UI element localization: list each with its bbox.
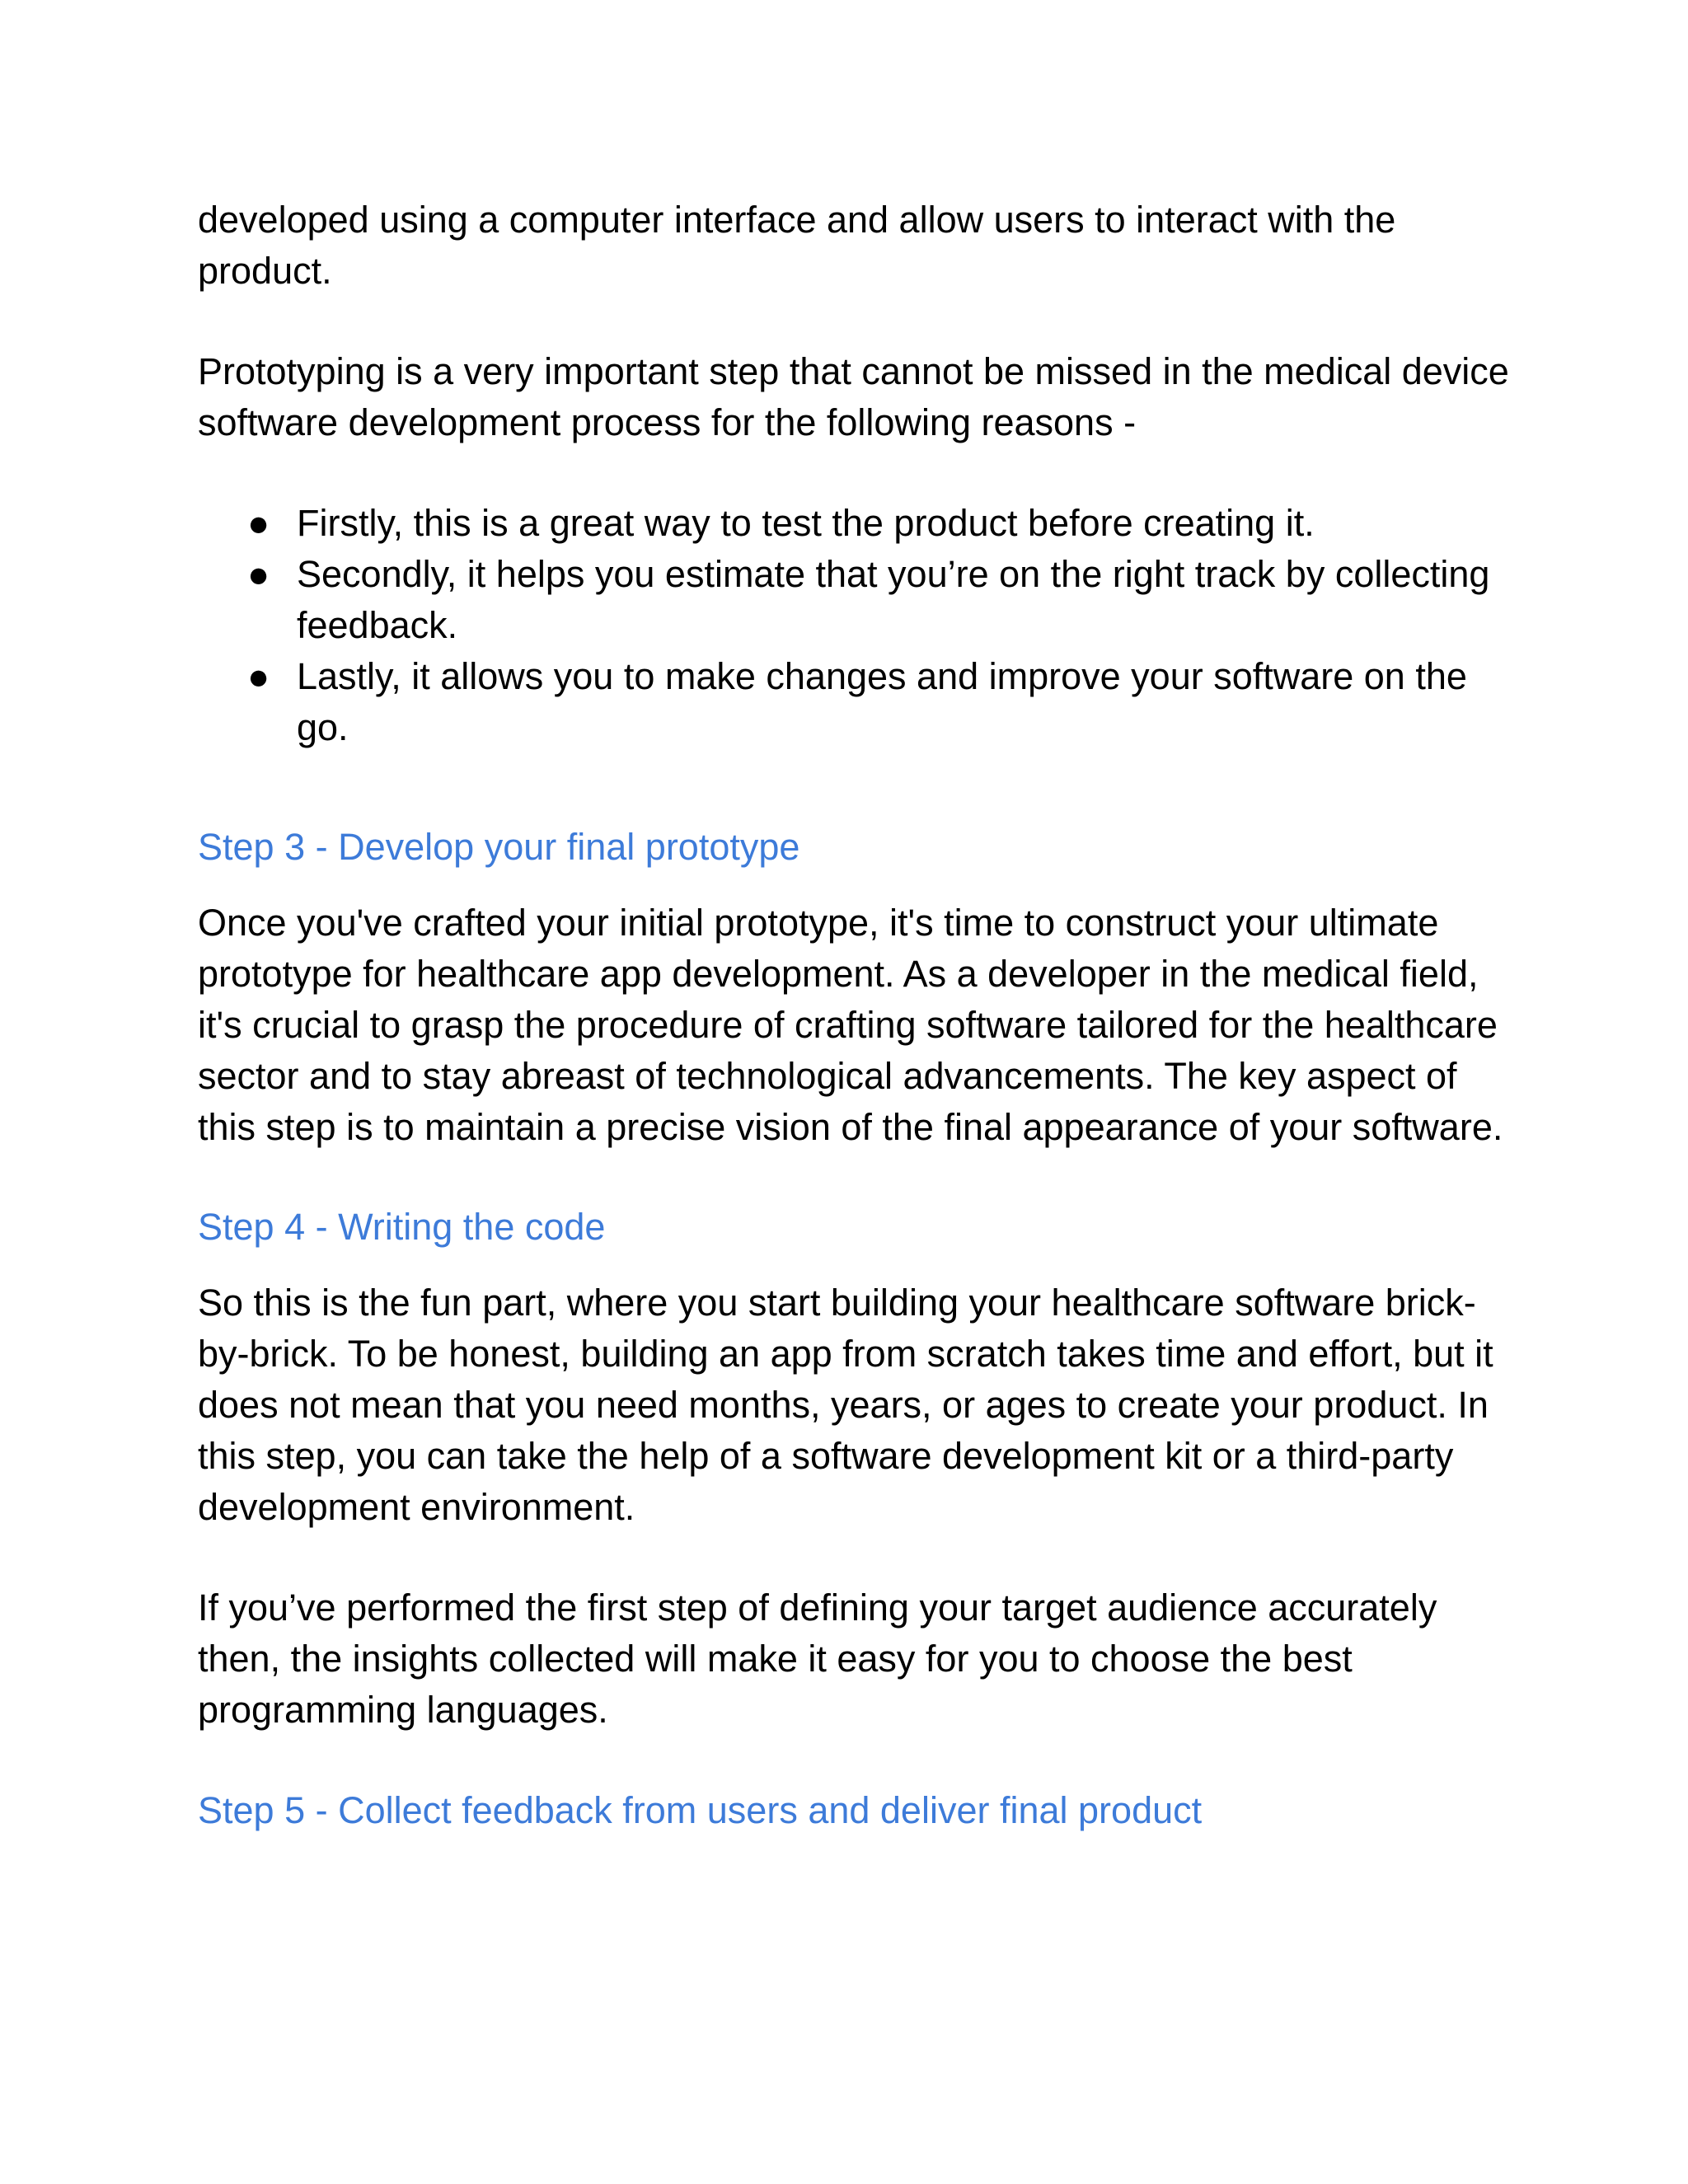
step4-paragraph-2: If you’ve performed the first step of defining your target audience accurately then, the insights collected will make it easy for you to choose the best programming languages.	[198, 1586, 1437, 1731]
step4-paragraph-1: So this is the fun part, where you start building your healthcare software brick-by-brick. To be honest, building an app from scratch takes time and effort, but it does not mean that you need months, years, or ages to create your product. In this step, you can take the help of a software development kit or a third-party development environment.	[198, 1282, 1493, 1528]
list-item-text: Secondly, it helps you estimate that you’re on the right track by collecting feedback.	[297, 553, 1490, 646]
list-item	[198, 651, 1517, 753]
list-item	[198, 549, 1517, 651]
bullet-icon: ●	[247, 655, 270, 697]
step5-heading: Step 5 - Collect feedback from users and deliver final product	[198, 1789, 1203, 1831]
bullet-icon: ●	[247, 502, 270, 544]
intro-continuation-paragraph: developed using a computer interface and allow users to interact with the product.	[198, 199, 1396, 292]
list-item-text: Lastly, it allows you to make changes and improve your software on the go.	[297, 655, 1467, 748]
reasons-intro-paragraph: Prototyping is a very important step that cannot be missed in the medical device software development process for the following reasons -	[198, 350, 1509, 443]
list-item	[198, 498, 1517, 549]
step3-heading: Step 3 - Develop your final prototype	[198, 826, 800, 868]
step3-paragraph: Once you've crafted your initial prototype, it's time to construct your ultimate prototype for healthcare app development. As a developer in the medical field, it's crucial to grasp the procedure of crafting software tailored for the healthcare sector and to stay abreast of technological advancements. The key aspect of this step is to maintain a precise vision of the final appearance of your software.	[198, 902, 1503, 1148]
step4-heading: Step 4 - Writing the code	[198, 1206, 606, 1248]
list-item-text: Firstly, this is a great way to test the product before creating it.	[297, 502, 1315, 544]
bullet-icon: ●	[247, 553, 270, 595]
document-page	[198, 194, 1517, 1836]
reasons-list	[198, 498, 1517, 753]
